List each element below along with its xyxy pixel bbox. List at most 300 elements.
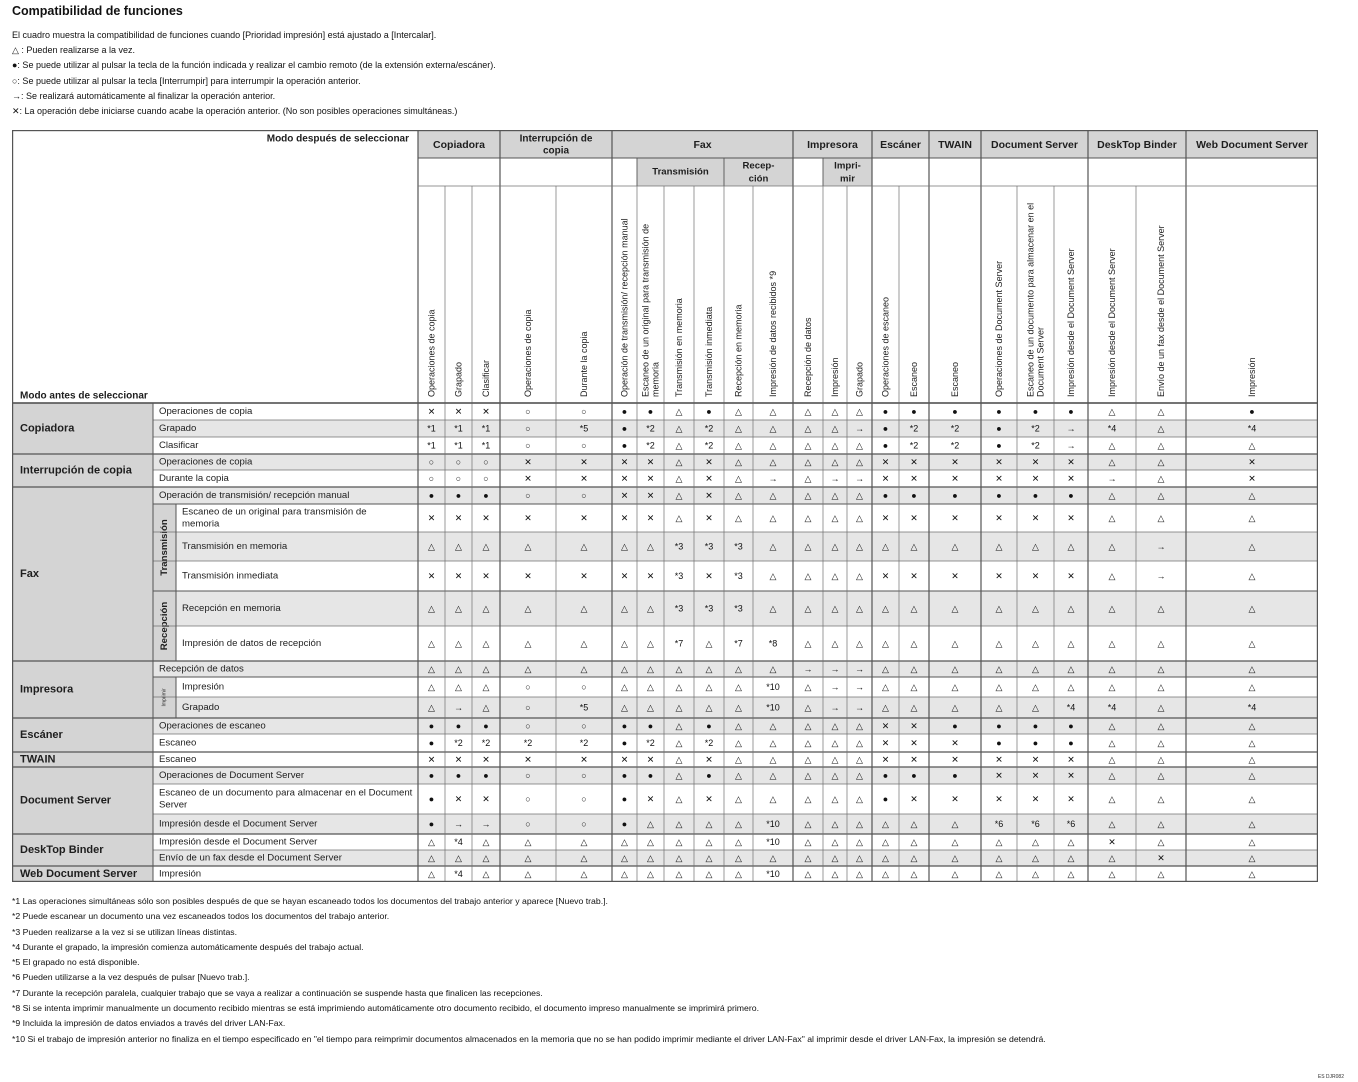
table-cell: △ — [1032, 664, 1039, 674]
table-cell: ✕ — [995, 457, 1003, 467]
table-cell: △ — [856, 754, 863, 765]
group-header-interrupcion: copia — [542, 145, 570, 157]
table-cell: △ — [1157, 664, 1165, 674]
table-cell: △ — [856, 853, 863, 863]
table-cell: *10 — [766, 869, 780, 879]
row-label: Transmisión en memoria — [182, 541, 288, 552]
table-cell: ○ — [581, 490, 587, 501]
table-cell: △ — [675, 754, 683, 765]
table-cell: △ — [1108, 490, 1116, 501]
table-cell: ✕ — [580, 571, 588, 581]
table-cell: △ — [482, 541, 490, 552]
table-cell: △ — [856, 869, 863, 879]
table-cell: ✕ — [646, 513, 655, 523]
table-cell: ● — [911, 490, 917, 501]
table-cell: △ — [769, 664, 777, 674]
table-cell: △ — [580, 869, 588, 879]
table-cell: △ — [580, 664, 588, 674]
row-label: Escaneo de un documento para almacenar en el Document — [159, 787, 413, 799]
table-cell: △ — [621, 541, 628, 552]
table-cell: △ — [995, 682, 1003, 692]
table-cell: *4 — [1107, 423, 1117, 434]
table-cell: ○ — [525, 794, 531, 804]
table-cell: ○ — [581, 440, 587, 451]
table-cell: △ — [580, 541, 588, 552]
table-cell: ✕ — [881, 754, 890, 765]
table-cell: △ — [831, 770, 839, 781]
table-cell: *3 — [674, 571, 684, 581]
group-header: Web Document Server — [1196, 139, 1308, 151]
legend-arrow: →: Se realizará automáticamente al finalizar la operación anterior. — [12, 90, 276, 101]
table-cell: △ — [735, 738, 742, 748]
table-cell: △ — [675, 721, 683, 731]
table-cell: ● — [621, 423, 628, 434]
subgroup-recepcion: ción — [748, 173, 769, 185]
table-cell: *4 — [454, 869, 463, 879]
footnote: *5 El grapado no está disponible. — [12, 957, 140, 968]
table-cell: *3 — [704, 603, 714, 614]
column-label: Grapado — [453, 361, 464, 397]
table-cell: ● — [1068, 721, 1074, 731]
table-cell: ✕ — [910, 738, 918, 748]
table-cell: △ — [910, 541, 918, 552]
page-title: Compatibilidad de funciones — [12, 4, 183, 18]
row-group-label: Document Server — [20, 794, 112, 807]
table-cell: ✕ — [995, 770, 1003, 781]
column-label: Clasificar — [481, 359, 491, 397]
table-cell: △ — [804, 853, 812, 863]
table-cell: △ — [621, 682, 628, 692]
column-label: Operaciones de copia — [426, 309, 437, 397]
table-cell: ● — [996, 721, 1002, 731]
table-cell: △ — [1157, 490, 1165, 501]
footnote: *2 Puede escanear un documento una vez escaneados todos los documentos del trabajo anterior. — [12, 911, 390, 922]
column-label: Recepción en memoria — [733, 304, 744, 397]
table-cell: △ — [482, 682, 490, 692]
table-cell: ✕ — [580, 754, 588, 765]
table-cell: ✕ — [646, 457, 655, 467]
table-cell: ● — [1032, 406, 1039, 417]
table-cell: △ — [675, 473, 683, 484]
table-cell: △ — [1248, 819, 1256, 829]
column-label: Grapado — [854, 361, 865, 397]
table-cell: ✕ — [1108, 837, 1116, 847]
row-group-label: Copiadora — [20, 422, 75, 435]
table-cell: △ — [647, 702, 654, 713]
table-cell: *1 — [481, 440, 491, 451]
table-cell: ✕ — [620, 513, 629, 523]
table-cell: ● — [455, 770, 462, 781]
table-cell: △ — [769, 738, 777, 748]
table-cell: ✕ — [482, 513, 490, 523]
table-cell: △ — [428, 702, 435, 713]
table-cell: △ — [856, 770, 863, 781]
table-cell: ● — [952, 490, 958, 501]
table-cell: △ — [675, 738, 683, 748]
table-cell: → — [803, 664, 813, 674]
table-cell: △ — [910, 853, 918, 863]
table-cell: ● — [1068, 738, 1074, 748]
table-cell: ✕ — [995, 754, 1003, 765]
table-cell: ✕ — [1031, 513, 1040, 523]
table-cell: △ — [428, 869, 435, 879]
column-label: Recepción de datos — [803, 317, 813, 397]
table-cell: ● — [882, 406, 889, 417]
table-cell: △ — [482, 869, 490, 879]
table-cell: △ — [1032, 638, 1039, 649]
table-cell: △ — [1248, 541, 1256, 552]
table-cell: △ — [524, 603, 532, 614]
table-cell: △ — [1067, 603, 1075, 614]
table-cell: △ — [831, 541, 839, 552]
column-label: Impresión de datos recibidos *9 — [768, 270, 778, 397]
table-cell: △ — [735, 702, 742, 713]
table-cell: ● — [621, 794, 628, 804]
table-cell: △ — [735, 664, 742, 674]
table-cell: △ — [1067, 853, 1075, 863]
table-cell: △ — [856, 571, 863, 581]
table-cell: △ — [856, 721, 863, 731]
table-cell: → — [830, 702, 840, 713]
table-cell: △ — [882, 853, 889, 863]
table-cell: ○ — [525, 423, 531, 434]
table-cell: *1 — [454, 423, 463, 434]
row-label: Impresión de datos de recepción — [182, 638, 322, 649]
row-label: Durante la copia — [159, 473, 229, 484]
table-cell: △ — [735, 721, 742, 731]
row-label: Grapado — [159, 423, 197, 434]
table-cell: △ — [804, 490, 812, 501]
table-cell: *2 — [579, 738, 589, 748]
row-label: Recepción de datos — [159, 663, 244, 675]
table-cell: △ — [804, 770, 812, 781]
table-cell: ● — [621, 819, 628, 829]
table-cell: *3 — [704, 541, 714, 552]
table-cell: △ — [995, 541, 1003, 552]
table-cell: ✕ — [1031, 794, 1040, 804]
table-cell: △ — [735, 754, 742, 765]
table-cell: △ — [524, 869, 532, 879]
table-cell: → — [855, 702, 864, 713]
table-cell: ✕ — [1067, 794, 1075, 804]
subgroup-transmision: Transmisión — [652, 166, 709, 178]
table-cell: △ — [1157, 770, 1165, 781]
table-cell: ● — [1032, 490, 1039, 501]
table-cell: △ — [804, 473, 812, 484]
table-cell: △ — [910, 603, 918, 614]
table-cell: ✕ — [951, 794, 959, 804]
column-label: Operaciones de escaneo — [880, 296, 891, 397]
table-cell: ○ — [525, 682, 531, 692]
table-cell: ○ — [525, 721, 531, 731]
legend-intro: El cuadro muestra la compatibilidad de funciones cuando [Prioridad impresión] está ajustado a [Intercalar]. — [12, 30, 437, 40]
table-cell: ● — [882, 423, 889, 434]
table-cell: ✕ — [705, 513, 713, 523]
table-cell: ● — [1068, 406, 1074, 417]
column-label: Escaneo — [909, 361, 919, 397]
table-cell: ○ — [525, 770, 531, 781]
table-cell: △ — [831, 457, 839, 467]
table-cell: △ — [705, 638, 713, 649]
table-cell: △ — [621, 638, 628, 649]
table-cell: △ — [882, 869, 889, 879]
table-cell: △ — [675, 770, 683, 781]
table-cell: △ — [482, 638, 490, 649]
table-cell: △ — [1157, 754, 1165, 765]
footnote: *4 Durante el grapado, la impresión comienza automáticamente después del trabajo actual. — [12, 941, 364, 952]
table-cell: △ — [1108, 513, 1116, 523]
table-cell: △ — [804, 406, 812, 417]
table-cell: ✕ — [1031, 770, 1040, 781]
group-header: Impresora — [807, 139, 858, 151]
table-cell: △ — [831, 738, 839, 748]
table-cell: △ — [910, 638, 918, 649]
table-cell: △ — [1067, 541, 1075, 552]
table-cell: ● — [882, 440, 889, 451]
table-cell: △ — [1248, 440, 1256, 451]
table-cell: △ — [1067, 638, 1075, 649]
table-cell: ✕ — [881, 457, 890, 467]
row-group-label: Fax — [20, 568, 39, 580]
table-cell: △ — [882, 819, 889, 829]
table-cell: ● — [428, 721, 435, 731]
table-cell: ✕ — [910, 571, 918, 581]
table-cell: △ — [951, 682, 959, 692]
table-cell: △ — [621, 603, 628, 614]
table-cell: △ — [621, 837, 628, 847]
table-cell: △ — [524, 853, 532, 863]
table-cell: *2 — [454, 738, 463, 748]
table-cell: ● — [621, 406, 628, 417]
table-cell: *3 — [674, 541, 684, 552]
table-cell: → — [855, 423, 864, 434]
table-cell: △ — [769, 541, 777, 552]
table-cell: → — [481, 819, 491, 829]
table-cell: ● — [996, 490, 1002, 501]
table-cell: ✕ — [995, 571, 1003, 581]
table-cell: △ — [1157, 603, 1165, 614]
footnote: *6 Pueden utilizarse a la vez después de pulsar [Nuevo trab.]. — [12, 972, 250, 983]
table-cell: ○ — [483, 457, 489, 467]
table-cell: ✕ — [454, 513, 463, 523]
column-label: Operaciones de copia — [523, 309, 533, 397]
column-label: Escaneo — [950, 361, 960, 397]
table-cell: → — [855, 473, 864, 484]
column-label: Durante la copia — [579, 331, 589, 397]
table-cell: △ — [995, 853, 1003, 863]
table-cell: △ — [621, 869, 628, 879]
table-cell: ✕ — [646, 473, 655, 484]
table-cell: △ — [705, 819, 713, 829]
table-cell: ✕ — [1031, 457, 1040, 467]
table-cell: → — [1066, 440, 1076, 451]
table-cell: *3 — [674, 603, 684, 614]
table-cell: △ — [735, 440, 742, 451]
table-cell: ✕ — [1067, 571, 1075, 581]
table-cell: ✕ — [620, 490, 629, 501]
table-cell: △ — [831, 603, 839, 614]
table-cell: △ — [621, 664, 628, 674]
row-label: Recepción en memoria — [182, 603, 281, 614]
table-cell: △ — [804, 819, 812, 829]
corner-after-label: Modo después de seleccionar — [266, 133, 409, 145]
table-cell: ○ — [581, 819, 587, 829]
table-cell: ● — [952, 721, 958, 731]
table-cell: ✕ — [705, 473, 713, 484]
footnote: *9 Incluida la impresión de datos enviados a través del driver LAN-Fax. — [12, 1018, 286, 1029]
table-cell: △ — [1248, 513, 1256, 523]
table-cell: → — [855, 682, 864, 692]
row-label: Clasificar — [159, 440, 199, 451]
table-cell: △ — [647, 682, 654, 692]
row-label: Impresión — [159, 868, 202, 880]
table-cell: △ — [804, 440, 812, 451]
row-label: Operaciones de copia — [159, 456, 253, 468]
footnote: *8 Si se intenta imprimir manualmente un documento recibido mientras se está imprimiendo automáticamente otro documento recibido, el documento impreso manualmente se imprimirá primero. — [12, 1003, 759, 1014]
table-cell: △ — [580, 853, 588, 863]
table-cell: *2 — [704, 423, 714, 434]
table-cell: △ — [882, 638, 889, 649]
table-cell: ● — [1249, 406, 1255, 417]
table-cell: △ — [428, 837, 435, 847]
table-cell: △ — [995, 869, 1003, 879]
table-cell: △ — [831, 423, 839, 434]
column-label: Impresión desde el Document Server — [1066, 248, 1076, 397]
table-cell: *6 — [994, 819, 1004, 829]
table-cell: △ — [455, 664, 462, 674]
table-cell: ✕ — [910, 513, 918, 523]
table-cell: ✕ — [1031, 571, 1040, 581]
table-cell: ● — [996, 423, 1002, 434]
table-cell: △ — [428, 664, 435, 674]
table-cell: → — [1156, 571, 1166, 581]
table-cell: ✕ — [951, 571, 959, 581]
table-cell: △ — [1248, 794, 1256, 804]
table-cell: △ — [675, 853, 683, 863]
table-cell: △ — [675, 440, 683, 451]
table-cell: △ — [804, 571, 812, 581]
table-cell: ✕ — [482, 754, 490, 765]
table-cell: △ — [675, 794, 683, 804]
table-cell: ● — [621, 738, 628, 748]
table-cell: △ — [951, 869, 959, 879]
row-subgroup-label: Transmisión — [159, 519, 170, 576]
table-cell: ✕ — [1067, 457, 1075, 467]
table-cell: △ — [524, 837, 532, 847]
table-cell: △ — [831, 571, 839, 581]
table-cell: △ — [735, 770, 742, 781]
table-cell: △ — [910, 819, 918, 829]
table-cell: △ — [735, 457, 742, 467]
table-cell: △ — [831, 837, 839, 847]
table-cell: △ — [1157, 721, 1165, 731]
row-label: Operaciones de copia — [159, 406, 253, 417]
table-cell: △ — [1157, 682, 1165, 692]
table-cell: ○ — [525, 819, 531, 829]
table-cell: → — [830, 473, 840, 484]
row-label: Impresión — [182, 681, 225, 693]
table-cell: ✕ — [482, 406, 490, 417]
table-cell: △ — [524, 638, 532, 649]
table-cell: △ — [675, 406, 683, 417]
table-cell: △ — [1032, 682, 1039, 692]
table-cell: △ — [831, 754, 839, 765]
table-cell: △ — [621, 702, 628, 713]
table-cell: ✕ — [951, 754, 959, 765]
table-cell: △ — [1157, 819, 1165, 829]
table-cell: △ — [580, 603, 588, 614]
table-cell: *5 — [579, 423, 589, 434]
table-cell: △ — [1108, 754, 1116, 765]
footnote: *3 Pueden realizarse a la vez si se utilizan líneas distintas. — [12, 926, 238, 937]
group-header: Copiadora — [433, 139, 485, 151]
table-cell: ● — [621, 770, 628, 781]
table-cell: ✕ — [620, 457, 629, 467]
table-cell: △ — [882, 664, 889, 674]
table-cell: ● — [996, 738, 1002, 748]
table-cell: ● — [483, 490, 489, 501]
table-cell: △ — [705, 702, 713, 713]
table-cell: *10 — [766, 702, 780, 713]
table-cell: ● — [1068, 490, 1074, 501]
table-cell: △ — [995, 837, 1003, 847]
table-cell: △ — [647, 819, 654, 829]
table-cell: △ — [428, 541, 435, 552]
column-label: Envío de un fax desde el Document Server — [1156, 225, 1166, 397]
table-cell: △ — [1108, 440, 1116, 451]
table-cell: △ — [1248, 490, 1256, 501]
table-cell: → — [1107, 473, 1117, 484]
table-cell: ✕ — [881, 473, 890, 484]
table-cell: ✕ — [524, 754, 532, 765]
table-cell: △ — [804, 638, 812, 649]
table-cell: △ — [428, 682, 435, 692]
table-cell: *3 — [734, 603, 743, 614]
table-cell: ✕ — [705, 457, 713, 467]
table-cell: ● — [455, 721, 462, 731]
table-cell: △ — [804, 682, 812, 692]
table-cell: △ — [951, 819, 959, 829]
table-cell: △ — [482, 603, 490, 614]
table-cell: ○ — [525, 490, 531, 501]
table-cell: → — [1156, 541, 1166, 552]
table-cell: △ — [856, 794, 863, 804]
table-cell: △ — [647, 664, 654, 674]
table-cell: ● — [706, 770, 712, 781]
table-cell: ✕ — [580, 473, 588, 484]
table-cell: ● — [647, 721, 654, 731]
row-label: Operaciones de escaneo — [159, 720, 266, 732]
table-cell: △ — [705, 664, 713, 674]
row-label: Escaneo de un original para transmisión de — [182, 506, 367, 518]
row-group-label: Impresora — [20, 683, 74, 696]
table-cell: ● — [911, 770, 917, 781]
table-cell: ✕ — [1248, 457, 1256, 467]
table-cell: ✕ — [881, 721, 890, 731]
table-cell: △ — [831, 794, 839, 804]
table-cell: *2 — [950, 423, 960, 434]
table-cell: ✕ — [427, 513, 436, 523]
table-cell: △ — [1032, 541, 1039, 552]
table-cell: ● — [428, 490, 435, 501]
table-cell: ✕ — [580, 457, 588, 467]
table-cell: △ — [675, 457, 683, 467]
table-cell: ○ — [581, 721, 587, 731]
table-cell: △ — [1108, 457, 1116, 467]
table-cell: △ — [951, 603, 959, 614]
table-cell: △ — [1248, 869, 1256, 879]
table-cell: *10 — [766, 837, 780, 847]
